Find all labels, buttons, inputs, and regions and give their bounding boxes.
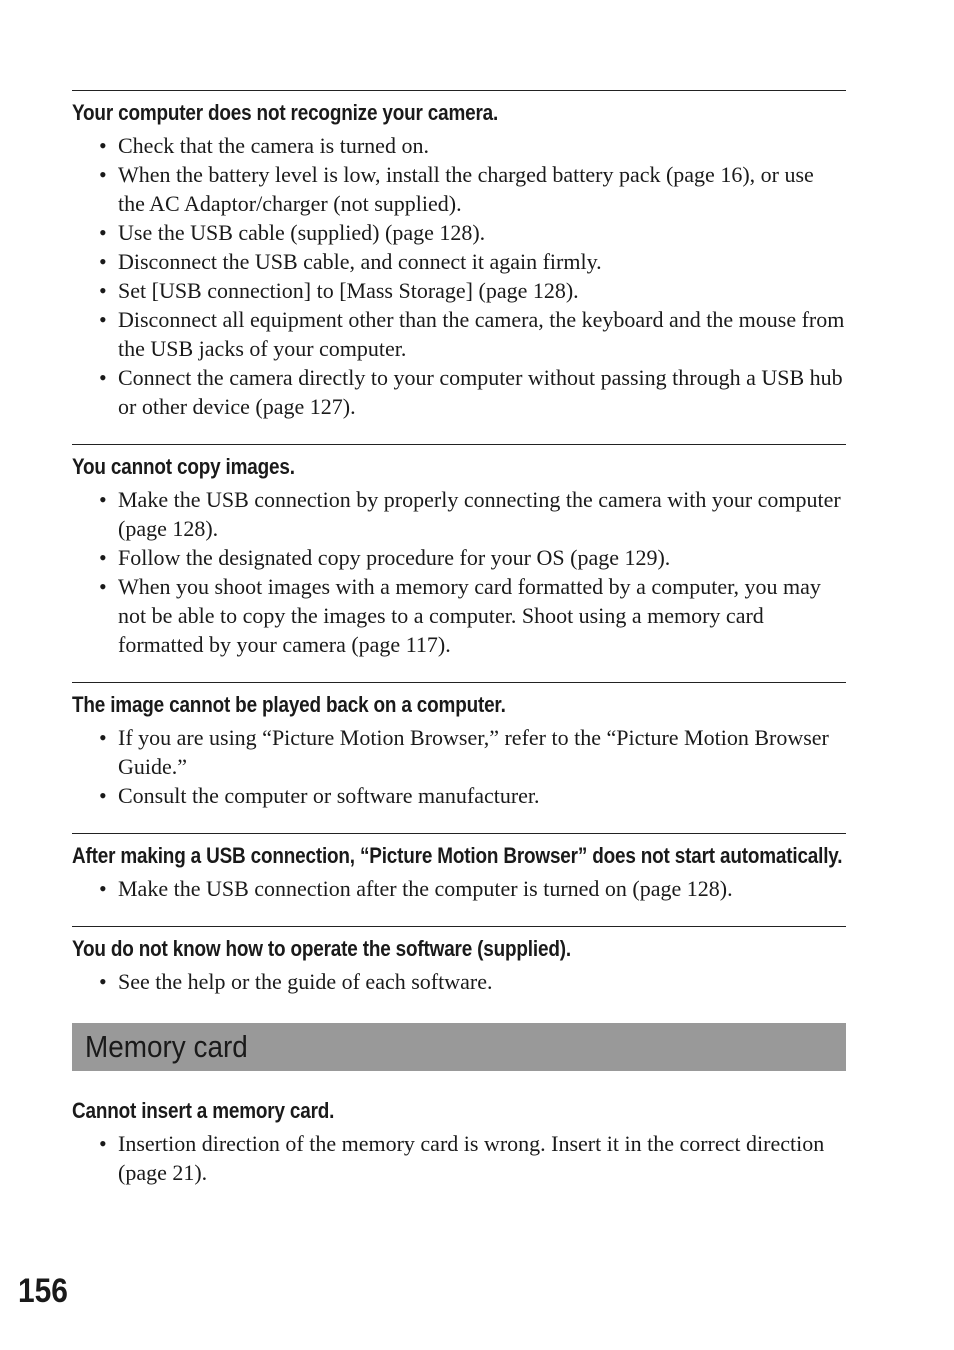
section-playback xyxy=(72,682,846,810)
page-number: 156 xyxy=(18,1272,68,1310)
section-cannot-insert xyxy=(72,1095,846,1187)
list-item: • Use the USB cable (supplied) (page 128). xyxy=(72,218,846,247)
memory-card-banner xyxy=(72,1023,846,1071)
section-cannot-copy xyxy=(72,444,846,659)
list-item: • Consult the computer or software manufacturer. xyxy=(72,781,846,810)
section-heading: Your computer does not recognize your camera. xyxy=(72,100,499,125)
list-item: • See the help or the guide of each software. xyxy=(72,967,846,996)
section-heading: Cannot insert a memory card. xyxy=(72,1098,335,1123)
list-item: • Make the USB connection after the computer is turned on (page 128). xyxy=(72,874,846,903)
list-item: • If you are using “Picture Motion Browser,” refer to the “Picture Motion Browser Guide.” xyxy=(72,723,846,781)
bullet-list xyxy=(72,874,846,903)
list-item: • Insertion direction of the memory card is wrong. Insert it in the correct direction (page 21). xyxy=(72,1129,846,1187)
list-item: • Disconnect all equipment other than the camera, the keyboard and the mouse from the USB jacks of your computer. xyxy=(72,305,846,363)
bullet-list xyxy=(72,967,846,996)
section-heading: The image cannot be played back on a computer. xyxy=(72,692,506,717)
section-heading: You do not know how to operate the software (supplied). xyxy=(72,936,571,961)
list-item: • Follow the designated copy procedure for your OS (page 129). xyxy=(72,543,846,572)
section-heading: You cannot copy images. xyxy=(72,454,295,479)
section-computer-not-recognize xyxy=(72,90,846,421)
list-item: • Connect the camera directly to your computer without passing through a USB hub or other device (page 127). xyxy=(72,363,846,421)
banner-title: Memory card xyxy=(85,1029,248,1064)
page-content xyxy=(72,90,846,1187)
list-item: • Disconnect the USB cable, and connect it again firmly. xyxy=(72,247,846,276)
bullet-list xyxy=(72,1129,846,1187)
section-heading: After making a USB connection, “Picture Motion Browser” does not start automatically. xyxy=(72,843,843,868)
section-software-help xyxy=(72,926,846,996)
bullet-list xyxy=(72,723,846,810)
list-item: • When you shoot images with a memory card formatted by a computer, you may not be able to copy the images to a computer. Shoot using a memory card formatted by your camera (page 117). xyxy=(72,572,846,659)
list-item: • Check that the camera is turned on. xyxy=(72,131,846,160)
list-item: • When the battery level is low, install the charged battery pack (page 16), or use the AC Adaptor/charger (not supplied). xyxy=(72,160,846,218)
section-usb-no-autostart xyxy=(72,833,846,903)
list-item: • Make the USB connection by properly connecting the camera with your computer (page 128). xyxy=(72,485,846,543)
bullet-list xyxy=(72,485,846,659)
list-item: • Set [USB connection] to [Mass Storage] (page 128). xyxy=(72,276,846,305)
bullet-list xyxy=(72,131,846,421)
